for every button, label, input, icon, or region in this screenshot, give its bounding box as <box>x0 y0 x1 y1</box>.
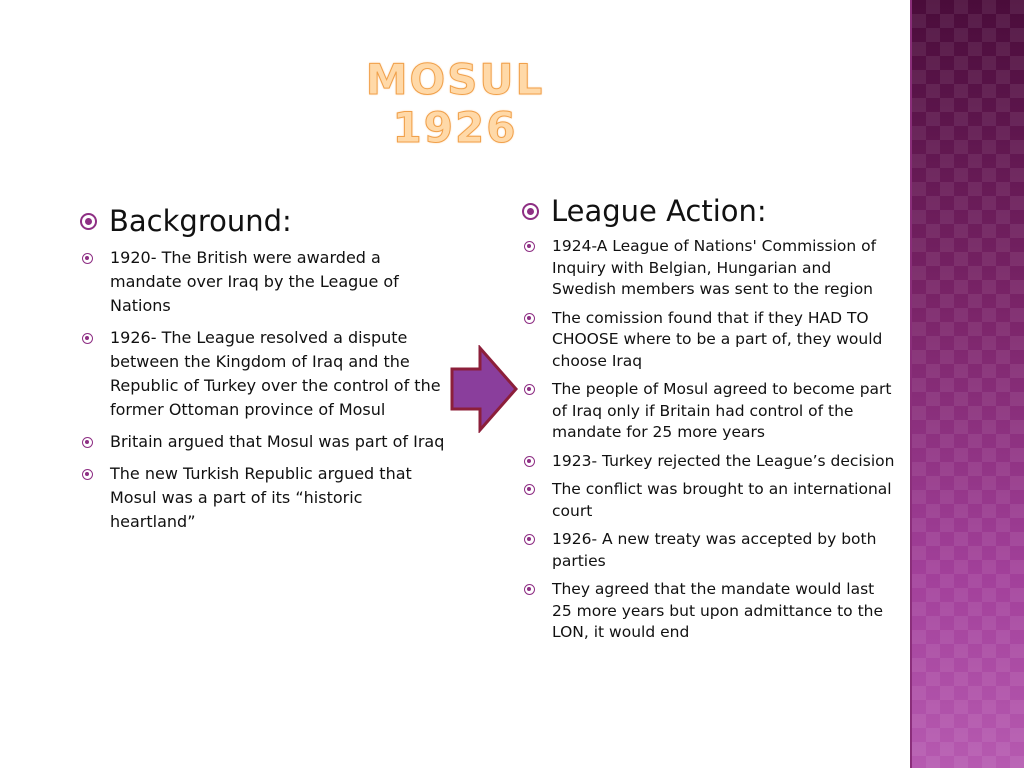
decorative-side-band <box>912 0 1024 768</box>
list-item-text: They agreed that the mandate would last 25 more years but upon admittance to the LON, it would end <box>552 580 884 641</box>
slide-title <box>330 56 580 152</box>
background-heading-row <box>80 204 450 238</box>
league-action-column <box>522 194 897 651</box>
list-item-text: The new Turkish Republic argued that Mosul was a part of its “historic heartland” <box>110 464 412 531</box>
circle-bullet-icon <box>80 213 97 230</box>
arrow-shape <box>452 348 516 430</box>
list-item-text: 1924-A League of Nations' Commission of Inquiry with Belgian, Hungarian and Swedish members was sent to the region <box>552 237 877 298</box>
list-item <box>522 236 897 301</box>
list-item <box>522 308 897 373</box>
list-item <box>80 246 450 318</box>
list-item <box>80 326 450 422</box>
right-arrow-icon <box>450 345 518 433</box>
list-item <box>522 529 897 572</box>
list-item-text: Britain argued that Mosul was part of Iraq <box>110 432 445 451</box>
title-line-2: 1926 <box>392 103 518 152</box>
circle-bullet-icon <box>524 384 535 395</box>
circle-bullet-icon <box>524 484 535 495</box>
circle-bullet-icon <box>524 534 535 545</box>
list-item <box>522 379 897 444</box>
circle-bullet-icon <box>524 241 535 252</box>
list-item-text: The people of Mosul agreed to become part of Iraq only if Britain had control of the mandate for 25 more years <box>552 380 892 441</box>
circle-bullet-icon <box>82 437 93 448</box>
circle-bullet-icon <box>524 313 535 324</box>
list-item-text: 1926- The League resolved a dispute between the Kingdom of Iraq and the Republic of Turkey over the control of the former Ottoman province of Mosul <box>110 328 441 419</box>
list-item-text: 1920- The British were awarded a mandate over Iraq by the League of Nations <box>110 248 399 315</box>
circle-bullet-icon <box>524 584 535 595</box>
circle-bullet-icon <box>522 203 539 220</box>
list-item <box>522 479 897 522</box>
circle-bullet-icon <box>82 333 93 344</box>
circle-bullet-icon <box>82 253 93 264</box>
title-line-1: MOSUL <box>365 55 545 104</box>
list-item-text: The comission found that if they HAD TO CHOOSE where to be a part of, they would choose Iraq <box>552 308 883 370</box>
list-item <box>522 579 897 644</box>
background-heading: Background: <box>109 204 292 238</box>
list-item-text: 1926- A new treaty was accepted by both parties <box>552 530 877 570</box>
league-action-heading: League Action: <box>551 194 767 228</box>
circle-bullet-icon <box>524 456 535 467</box>
league-action-heading-row <box>522 194 897 228</box>
list-item <box>80 462 450 534</box>
list-item-text: The conflict was brought to an international court <box>552 480 892 520</box>
list-item <box>80 430 450 454</box>
background-column <box>80 204 450 542</box>
list-item-text: 1923- Turkey rejected the League’s decision <box>552 451 895 470</box>
list-item <box>522 451 897 473</box>
circle-bullet-icon <box>82 469 93 480</box>
